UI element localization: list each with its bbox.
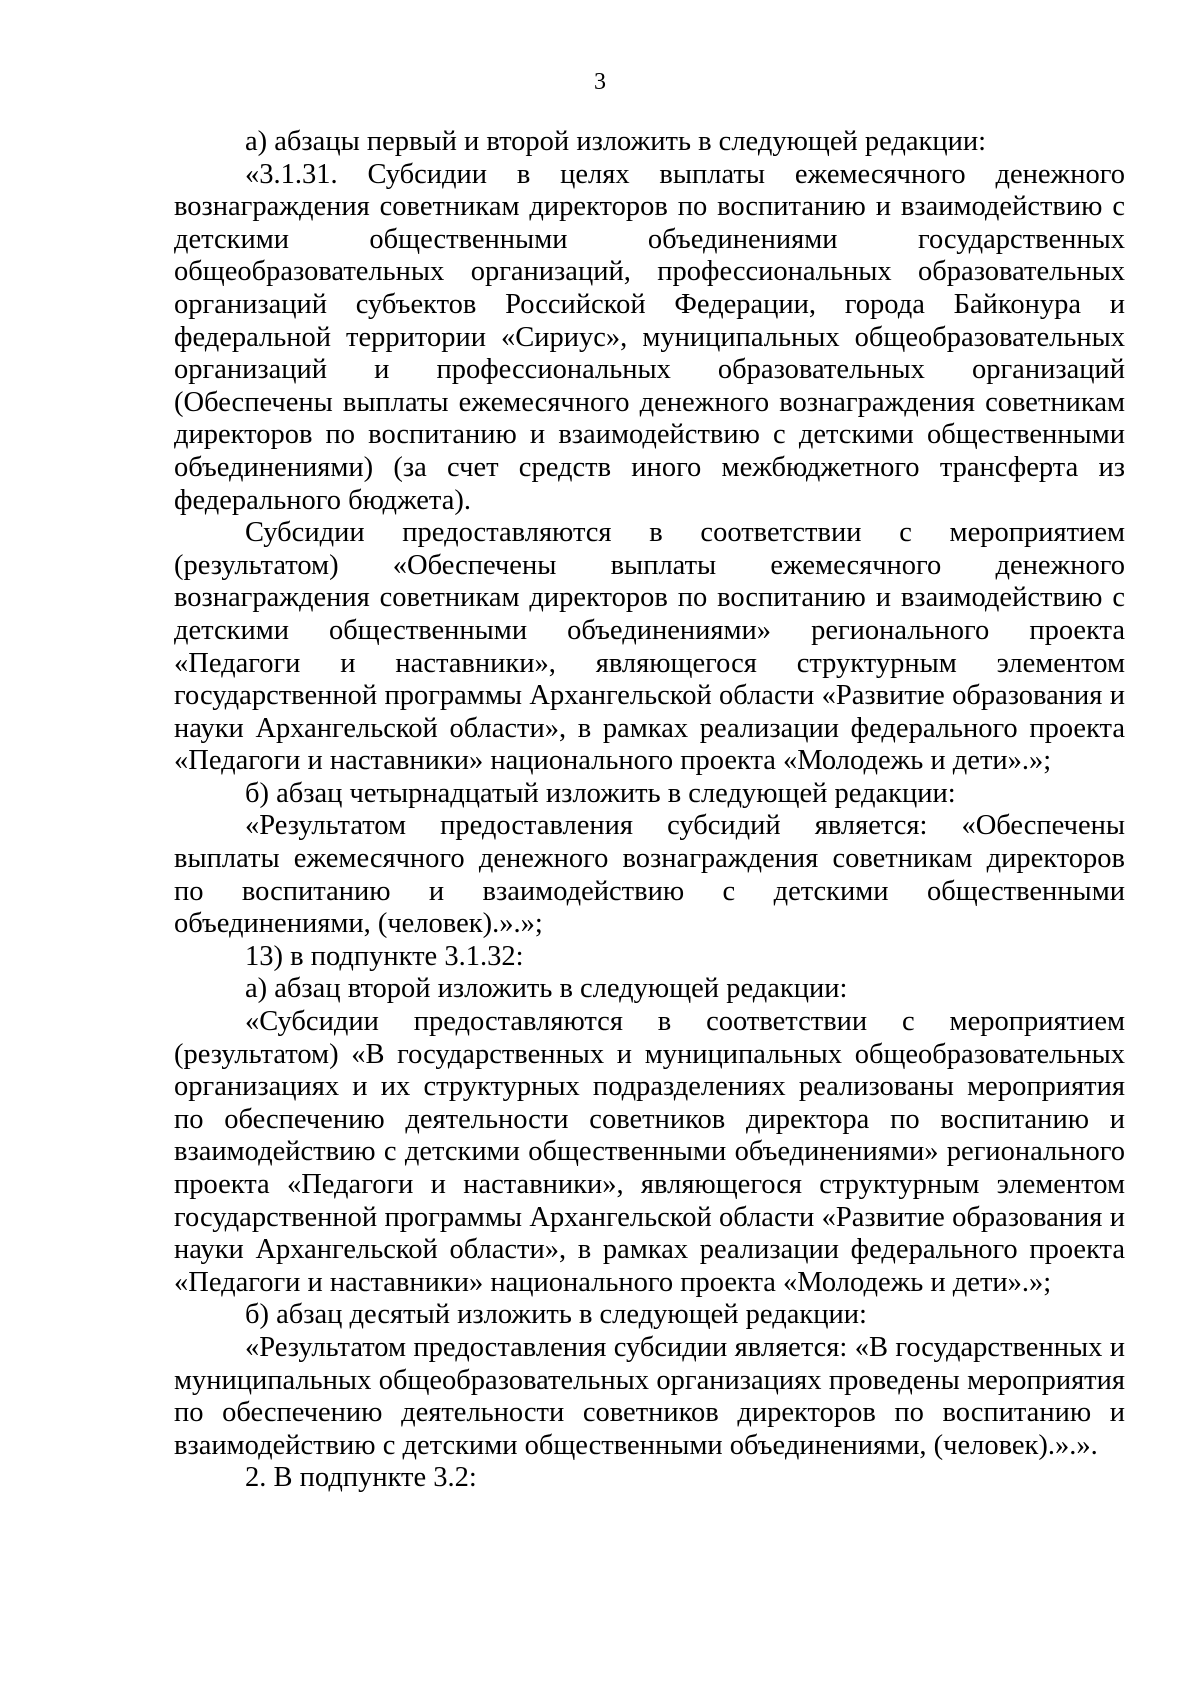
paragraph-item-13: 13) в подпункте 3.1.32: bbox=[245, 940, 524, 972]
paragraph-subsidy-3-1-31: «3.1.31. Субсидии в целях выплаты ежемесячного денежного вознаграждения советникам директоров по воспитанию и взаимодействию с детскими общественными объединениями государственных общеобразовательных организаций, профессиональных образовательных организаций субъектов Российской Федерации, города Байконура и федеральной территории «Сириус», муниципальных общеобразовательных организаций и профессиональных образовательных организаций (Обеспечены выплаты ежемесячного денежного вознаграждения советникам директоров по воспитанию и взаимодействию с детскими общественными объединениями) (за счет средств иного межбюджетного трансферта из федерального бюджета). bbox=[174, 158, 1125, 516]
paragraph-subsidy-provision: Субсидии предоставляются в соответствии с мероприятием (результатом) «Обеспечены выплаты ежемесячного денежного вознаграждения советникам директоров по воспитанию и взаимодействию с детскими общественными объединениями» регионального проекта «Педагоги и наставники», являющегося структурным элементом государственной программы Архангельской области «Развитие образования и науки Архангельской области», в рамках реализации федерального проекта «Педагоги и наставники» национального проекта «Молодежь и дети».»; bbox=[174, 517, 1125, 777]
paragraph-item-b-tenth: б) абзац десятый изложить в следующей редакции: bbox=[245, 1299, 867, 1331]
paragraph-item-b-intro: б) абзац четырнадцатый изложить в следующей редакции: bbox=[245, 777, 956, 809]
page-number: 3 bbox=[594, 69, 606, 95]
paragraph-item-a-intro: а) абзацы первый и второй изложить в следующей редакции: bbox=[245, 126, 987, 157]
document-body bbox=[174, 126, 1125, 1495]
paragraph-subsidy-provision-3-1-32: «Субсидии предоставляются в соответствии с мероприятием (результатом) «В государственных и муниципальных общеобразовательных организациях и их структурных подразделениях реализованы мероприятия по обеспечению деятельности советников директора по воспитанию и взаимодействию с детскими общественными объединениями» регионального проекта «Педагоги и наставники», являющегося структурным элементом государственной программы Архангельской области «Развитие образования и науки Архангельской области», в рамках реализации федерального проекта «Педагоги и наставники» национального проекта «Молодежь и дети».»; bbox=[174, 1006, 1125, 1298]
paragraph-result-text-3-1-32: «Результатом предоставления субсидии является: «В государственных и муниципальных общеобразовательных организациях проведены мероприятия по обеспечению деятельности советников директоров по воспитанию и взаимодействию с детскими общественными объединениями, (человек).».». bbox=[174, 1331, 1125, 1461]
paragraph-item-a-second: а) абзац второй изложить в следующей редакции: bbox=[245, 973, 848, 1005]
paragraph-result-text: «Результатом предоставления субсидий является: «Обеспечены выплаты ежемесячного денежного вознаграждения советникам директоров по воспитанию и взаимодействию с детскими общественными объединениями, (человек).».»; bbox=[174, 810, 1125, 940]
paragraph-item-2: 2. В подпункте 3.2: bbox=[245, 1462, 477, 1494]
